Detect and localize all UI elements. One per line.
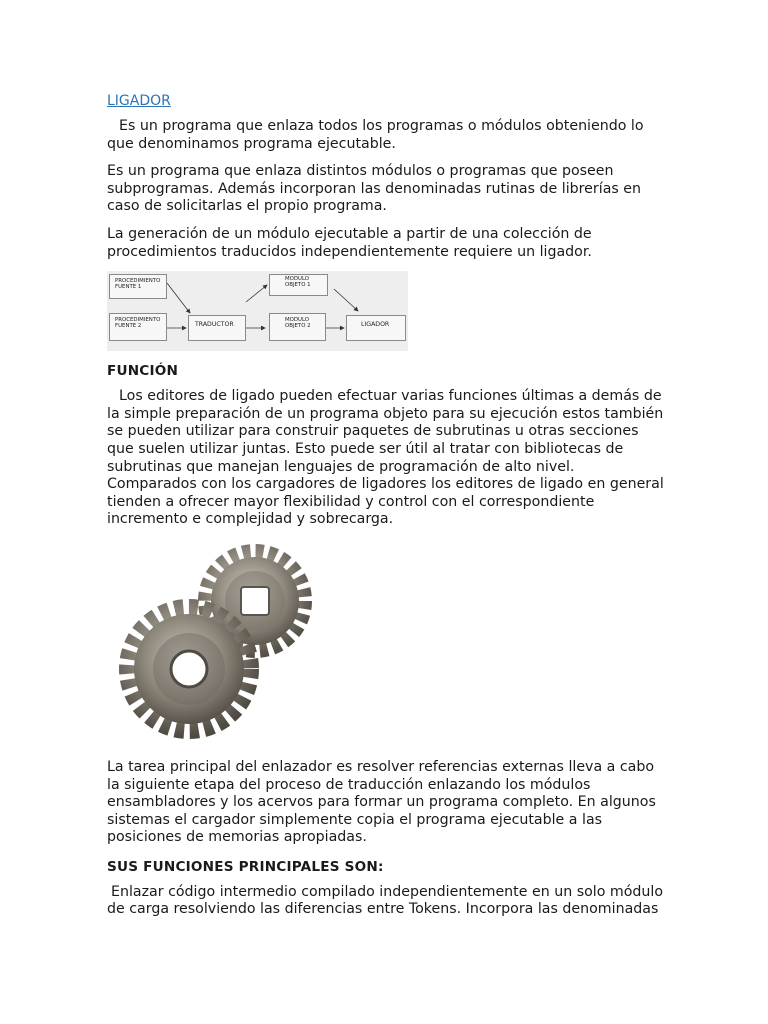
paragraph-definition: Es un programa que enlaza todos los programas o módulos obteniendo lo que denominamos programa ejecutable. — [107, 118, 644, 152]
box-proc2-line1: PROCEDIMIENTO — [115, 317, 161, 324]
ligador-title-link[interactable]: LIGADOR — [107, 93, 171, 109]
gears-illustration — [107, 541, 314, 747]
paragraph-subprograms: Es un programa que enlaza distintos módulos o programas que poseen subprogramas. Además incorporan las denominadas rutinas de librerías en caso de solicitarlas el propio programa. — [107, 163, 642, 215]
box-ligador — [346, 315, 406, 341]
arrow-obj1-to-ligador — [334, 289, 358, 311]
paragraph-generation: La generación de un módulo ejecutable a partir de una colección de procedimientos traducidos independientemente requiere un ligador. — [107, 225, 592, 260]
box-ligador-label: LIGADOR — [361, 321, 390, 329]
paragraph-tarea-principal: La tarea principal del enlazador es resolver referencias externas lleva a cabo la siguiente etapa del proceso de traducción enlazando los módulos ensambladores y los acervos para formar un programa completo. En algunos sistemas el cargador simplemente copia el programa ejecutable a las posiciones de memorias apropiadas. — [107, 758, 656, 846]
heading-funciones-principales: SUS FUNCIONES PRINCIPALES SON: — [107, 858, 384, 875]
box-procedimiento-fuente-1 — [109, 274, 167, 299]
box-procedimiento-fuente-2 — [109, 313, 167, 341]
box-traductor-label: TRADUCTOR — [195, 321, 234, 329]
front-gear — [127, 607, 251, 731]
box-traductor — [188, 315, 246, 341]
box-proc2-line2: FUENTE 2 — [115, 323, 142, 330]
document-content — [107, 90, 667, 919]
arrow-traductor-to-obj1 — [246, 285, 267, 302]
arrow-proc1-to-traductor — [167, 283, 190, 313]
box-obj2-line1: MODULO — [285, 317, 310, 324]
box-obj2-line2: OBJETO 2 — [285, 323, 311, 330]
box-proc1-line1: PROCEDIMIENTO — [115, 278, 161, 285]
box-obj1-line1: MODULO — [285, 276, 310, 283]
paragraph-funcion: Los editores de ligado pueden efectuar varias funciones últimas a demás de la simple preparación de un programa objeto para su ejecución estos también se pueden utilizar para construir paquetes de subrutinas u otras secciones que suelen utilizar juntas. Esto puede ser útil al tratar con bibliotecas de subrutinas que manejan lenguajes de programación de alto nivel. Comparados con los cargadores de ligadores los editores de ligado en general tienden a ofrecer mayor flexibilidad y control con el correspondiente incremento e complejidad y sobrecarga. — [107, 388, 664, 528]
box-modulo-objeto-1 — [269, 274, 328, 296]
paragraph-enlazar: Enlazar código intermedio compilado independientemente en un solo módulo de carga resolviendo las diferencias entre Tokens. Incorpora las denominadas — [107, 883, 664, 918]
gears-image — [107, 541, 314, 747]
box-obj1-line2: OBJETO 1 — [285, 282, 311, 289]
box-modulo-objeto-2 — [269, 313, 326, 341]
box-proc1-line2: FUENTE 1 — [115, 284, 142, 291]
linker-flow-diagram — [107, 271, 408, 351]
heading-funcion: FUNCIÓN — [107, 363, 179, 380]
